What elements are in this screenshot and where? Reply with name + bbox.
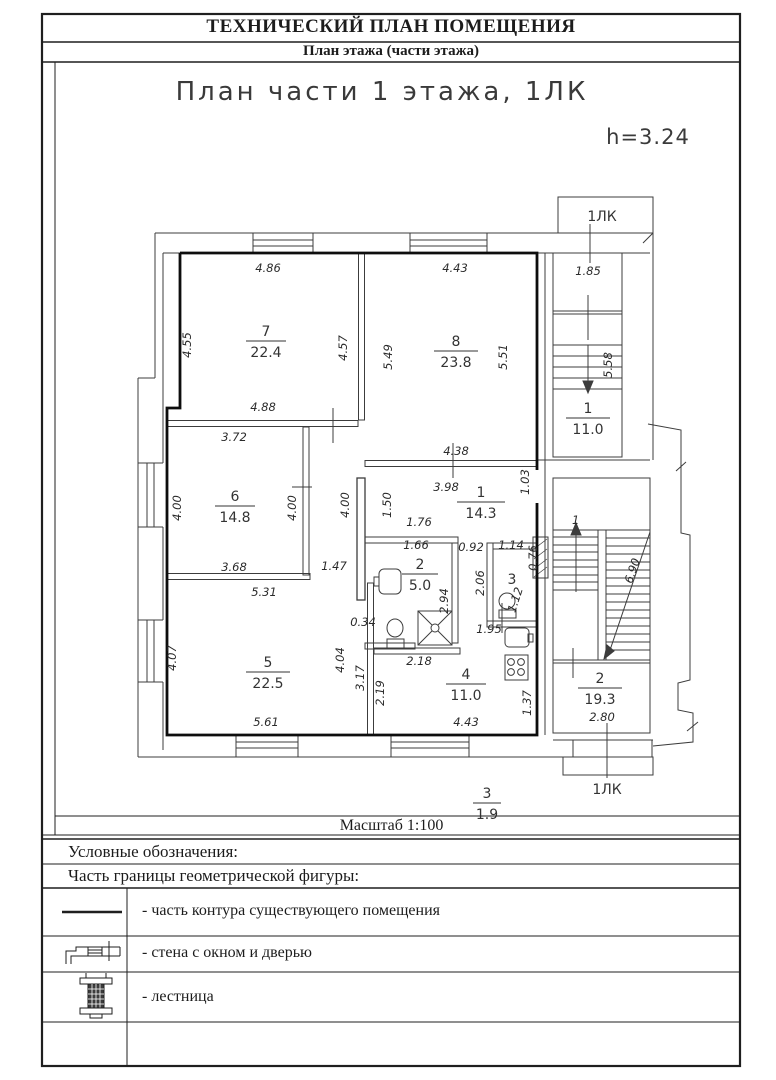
dim-r6-width-outer: 5.31 xyxy=(251,585,277,599)
legend-item-wall-label: - стена с окном и дверью xyxy=(142,944,312,961)
kitchen-number: 4 xyxy=(461,667,471,683)
plan-title: План части 1 этажа, 1ЛК xyxy=(175,77,589,107)
dim-passage-width: 0.92 xyxy=(458,540,484,554)
dim-stair1-width: 1.85 xyxy=(575,264,601,278)
legend-staircase xyxy=(80,973,112,1018)
dim-r6-width: 3.72 xyxy=(221,430,247,444)
dim-hall-width2: 1.76 xyxy=(406,515,432,529)
document-subtitle: План этажа (части этажа) xyxy=(303,43,479,59)
dim-bath-width-bottom: 2.18 xyxy=(406,654,432,668)
ceiling-height-note: h=3.24 xyxy=(606,125,690,149)
dim-r5-width-bottom: 5.61 xyxy=(253,715,279,729)
dim-wc-height-right: 0.76 xyxy=(526,545,540,571)
bath-toilet-bowl xyxy=(387,619,403,637)
dim-wc-width: 1.14 xyxy=(498,538,524,552)
stairwell-label-bottom: 1ЛК xyxy=(592,782,622,798)
wc-external-number: 3 xyxy=(482,786,492,802)
flight-number-label: 1 xyxy=(572,513,580,527)
dim-stair2-width: 2.80 xyxy=(589,710,615,724)
dim-bath-height: 2.94 xyxy=(437,588,451,614)
window-top-2 xyxy=(410,233,487,253)
window-bottom-2 xyxy=(391,735,469,757)
stairwell-entry-bottom xyxy=(563,757,653,775)
legend-wall-window-door xyxy=(66,941,120,964)
dim-kitchen-height-right: 1.37 xyxy=(520,690,534,716)
wc-number: 3 xyxy=(507,572,517,588)
dim-nook-width: 1.95 xyxy=(476,622,502,636)
dim-r8-height-left: 5.49 xyxy=(381,344,395,370)
stair1-number: 1 xyxy=(583,401,593,417)
bath-number: 2 xyxy=(415,557,425,573)
dim-r7-height-right: 4.57 xyxy=(336,335,350,361)
dim-r6-width-bottom: 3.68 xyxy=(221,560,247,574)
dim-hall-height-left: 1.50 xyxy=(380,492,394,518)
dim-r8-height-right: 5.51 xyxy=(496,344,510,370)
legend-subsection-title: Часть границы геометрической фигуры: xyxy=(68,866,360,885)
exterior-walls xyxy=(138,233,653,757)
dim-hall-width-top: 4.38 xyxy=(443,444,469,458)
hall-number: 1 xyxy=(476,485,486,501)
bath-sink-tap xyxy=(374,577,379,586)
kitchen-sink xyxy=(505,628,529,647)
bath-area: 5.0 xyxy=(408,578,432,594)
room6-area: 14.8 xyxy=(219,510,251,526)
scale-label: Масштаб 1:100 xyxy=(339,817,444,834)
dim-stair1-height: 5.58 xyxy=(601,352,615,378)
dim-r6-height-right: 4.00 xyxy=(285,495,299,521)
stair-down-arrow xyxy=(583,381,593,393)
window-left-1 xyxy=(138,463,163,527)
dim-corridor-height: 4.00 xyxy=(338,492,352,518)
legend-symbols xyxy=(62,912,122,1018)
legend-item-stairs-label: - лестница xyxy=(142,988,214,1005)
legend-section-title: Условные обозначения: xyxy=(68,842,239,861)
kitchen-area: 11.0 xyxy=(450,688,482,704)
dim-kitchen-height-left: 2.19 xyxy=(373,680,387,706)
dim-corridor2-height: 3.17 xyxy=(353,665,367,691)
dim-wc-height-left: 2.06 xyxy=(473,570,487,596)
room8-number: 8 xyxy=(451,334,461,350)
dim-stair2-height: 6.90 xyxy=(621,556,644,586)
stair1-area: 11.0 xyxy=(572,422,604,438)
dim-bath-width: 1.66 xyxy=(403,538,429,552)
dim-wc-height-inner: 1.12 xyxy=(504,585,526,615)
contour-break-line xyxy=(648,424,693,746)
dim-segment-034: 0.34 xyxy=(350,615,376,629)
staircase-lower xyxy=(553,233,698,778)
document-title: ТЕХНИЧЕСКИЙ ПЛАН ПОМЕЩЕНИЯ xyxy=(206,16,576,37)
dim-kitchen-width-bottom: 4.43 xyxy=(453,715,479,729)
dim-r8-width: 4.43 xyxy=(442,261,468,275)
room5-area: 22.5 xyxy=(252,676,284,692)
stair2-number: 2 xyxy=(595,671,605,687)
shower-tray xyxy=(418,611,452,645)
room8-area: 23.8 xyxy=(440,355,472,371)
dim-r5-height-left: 4.07 xyxy=(165,645,179,671)
stairwell-label-top: 1ЛК xyxy=(587,209,617,225)
stove xyxy=(505,655,528,680)
dim-r5-height-right: 4.04 xyxy=(333,647,347,673)
window-left-2 xyxy=(138,620,163,682)
hall-area: 14.3 xyxy=(465,506,497,522)
dim-hall-width: 3.98 xyxy=(433,480,459,494)
bath-sink xyxy=(379,569,401,594)
room7-area: 22.4 xyxy=(250,345,282,361)
window-top-1 xyxy=(253,233,313,253)
dim-r6-height-left: 4.00 xyxy=(170,495,184,521)
wc-external-area: 1.9 xyxy=(475,807,499,823)
dim-r7-width: 4.86 xyxy=(255,261,281,275)
window-bottom-1 xyxy=(236,735,298,757)
room6-number: 6 xyxy=(230,489,240,505)
dim-corridor-width: 1.47 xyxy=(321,559,347,573)
room5-number: 5 xyxy=(263,655,273,671)
dim-r7-width-bottom: 4.88 xyxy=(250,400,276,414)
dim-hall-height-right: 1.03 xyxy=(518,469,532,495)
room7-number: 7 xyxy=(261,324,271,340)
dim-r7-height-left: 4.55 xyxy=(180,332,194,358)
stair2-area: 19.3 xyxy=(584,692,616,708)
legend-item-contour-label: - часть контура существующего помещения xyxy=(142,902,441,919)
